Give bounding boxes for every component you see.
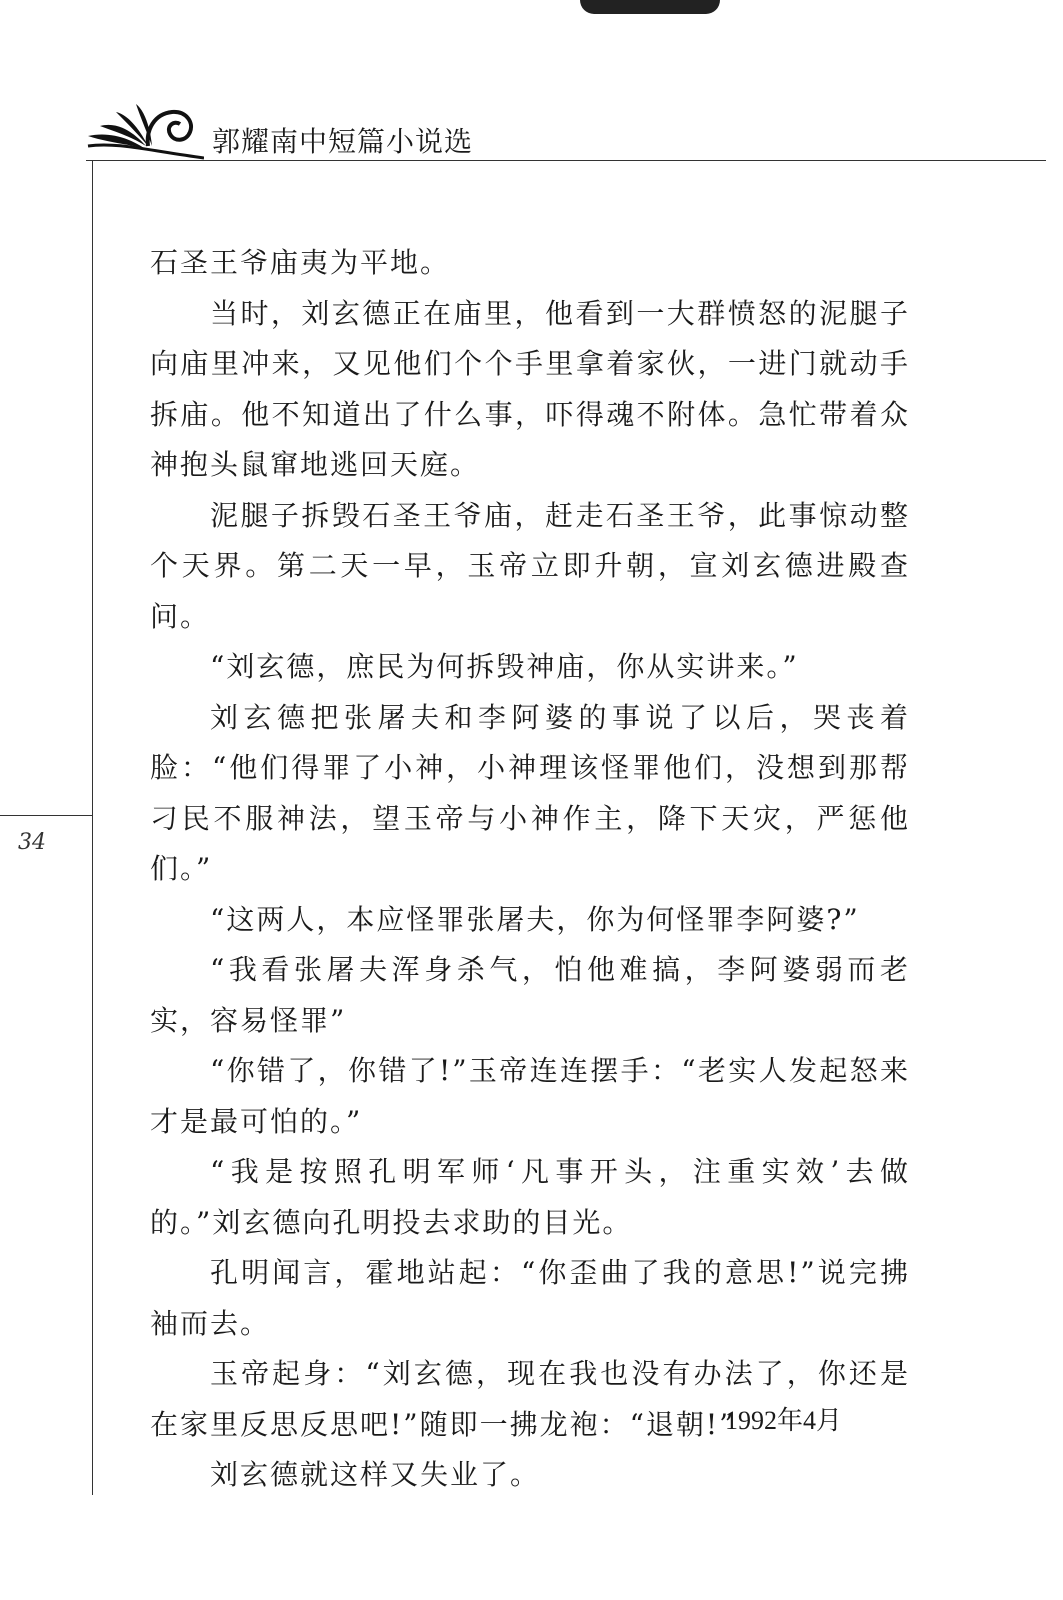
paragraph: 玉帝起身：“刘玄德，现在我也没有办法了，你还是在家里反思反思吧!”随即一拂龙袍：“退朝!” bbox=[150, 1357, 910, 1441]
scan-smudge bbox=[580, 0, 720, 14]
body-text bbox=[150, 238, 910, 1501]
page-number: 34 bbox=[18, 830, 46, 855]
swirl-ornament-icon bbox=[86, 96, 204, 160]
paragraph: 当时，刘玄德正在庙里，他看到一大群愤怒的泥腿子向庙里冲来，又见他们个个手里拿着家伙，一进门就动手拆庙。他不知道出了什么事，吓得魂不附体。急忙带着众神抱头鼠窜地逃回天庭。 bbox=[150, 296, 910, 481]
margin-tick-rule bbox=[0, 815, 92, 816]
paragraph: “刘玄德，庶民为何拆毁神庙，你从实讲来。” bbox=[210, 650, 799, 683]
paragraph: 孔明闻言，霍地站起：“你歪曲了我的意思!”说完拂袖而去。 bbox=[150, 1256, 910, 1340]
paragraph: “你错了，你错了!”玉帝连连摆手：“老实人发起怒来才是最可怕的。” bbox=[150, 1054, 910, 1138]
date-signature: 1992年4月 bbox=[725, 1406, 843, 1435]
paragraph: 刘玄德把张屠夫和李阿婆的事说了以后，哭丧着脸：“他们得罪了小神，小神理该怪罪他们，没想到那帮刁民不服神法，望玉帝与小神作主，降下天灾，严惩他们。” bbox=[150, 700, 910, 885]
paragraph: “我是按照孔明军师‘凡事开头，注重实效’去做的。”刘玄德向孔明投去求助的目光。 bbox=[150, 1155, 910, 1239]
book-title: 郭耀南中短篇小说选 bbox=[212, 125, 474, 158]
paragraph: 石圣王爷庙夷为平地。 bbox=[150, 246, 451, 279]
header-rule bbox=[86, 160, 1046, 161]
paragraph: “这两人，本应怪罪张屠夫，你为何怪罪李阿婆?” bbox=[210, 902, 860, 936]
paragraph: “我看张屠夫浑身杀气，怕他难搞，李阿婆弱而老实，容易怪罪” bbox=[150, 953, 910, 1037]
left-margin-rule bbox=[92, 160, 93, 1495]
paragraph: 刘玄德就这样又失业了。 bbox=[210, 1458, 541, 1491]
paragraph: 泥腿子拆毁石圣王爷庙，赶走石圣王爷，此事惊动整个天界。第二天一早，玉帝立即升朝，宣刘玄德进殿查问。 bbox=[150, 498, 910, 633]
